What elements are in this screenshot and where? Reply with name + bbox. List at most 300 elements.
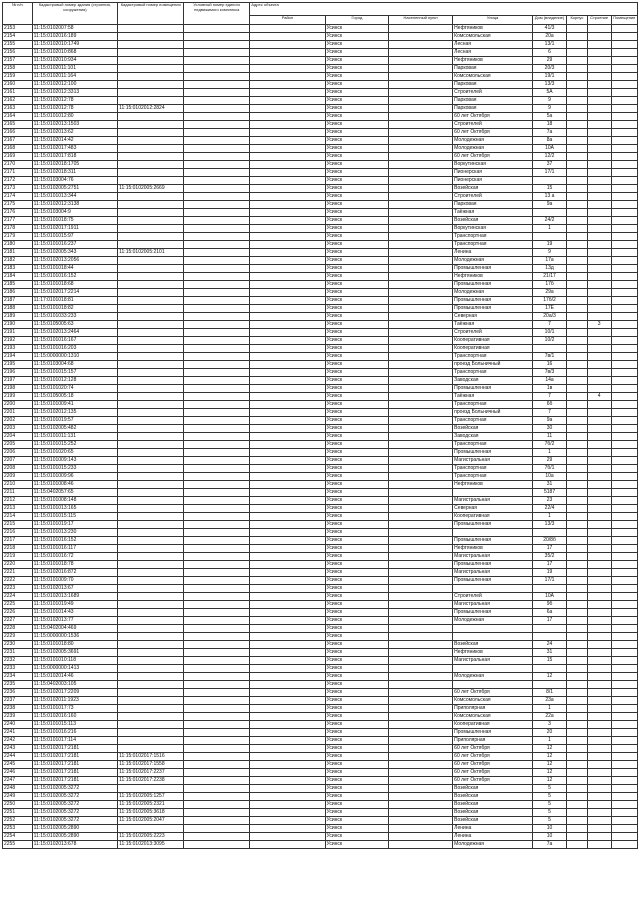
cell-settlement <box>389 217 453 225</box>
cell-row-num: 2153 <box>3 25 33 33</box>
cell-settlement <box>389 185 453 193</box>
cell-house: 1в <box>532 385 566 393</box>
cell-building <box>567 721 588 729</box>
cell-conditional-number <box>184 393 250 401</box>
cell-city: Усинск <box>325 769 389 777</box>
cell-settlement <box>389 273 453 281</box>
cell-settlement <box>389 537 453 545</box>
cell-row-num: 2193 <box>3 345 33 353</box>
cell-city: Усинск <box>325 97 389 105</box>
cell-row-num: 2228 <box>3 625 33 633</box>
cell-conditional-number <box>184 417 250 425</box>
cell-city: Усинск <box>325 489 389 497</box>
cell-street: Молодежная <box>453 257 533 265</box>
cell-settlement <box>389 89 453 97</box>
cell-building <box>567 97 588 105</box>
cell-room <box>611 449 637 457</box>
cell-street: Магистральная <box>453 457 533 465</box>
cell-cadastral-room <box>118 633 184 641</box>
table-row <box>3 705 638 713</box>
cell-building <box>567 281 588 289</box>
cell-conditional-number <box>184 465 250 473</box>
table-row <box>3 729 638 737</box>
cell-cadastral-room <box>118 81 184 89</box>
table-row <box>3 361 638 369</box>
cell-room <box>611 521 637 529</box>
cell-settlement <box>389 633 453 641</box>
cell-building <box>567 497 588 505</box>
cell-row-num: 2210 <box>3 481 33 489</box>
cell-structure <box>587 33 611 41</box>
cell-cadastral-room <box>118 689 184 697</box>
cell-room <box>611 337 637 345</box>
cell-building <box>567 153 588 161</box>
cell-row-num: 2201 <box>3 409 33 417</box>
cell-row-num: 2203 <box>3 425 33 433</box>
cell-cadastral-building: 11:15:0102010:934 <box>32 57 117 65</box>
cell-conditional-number <box>184 625 250 633</box>
cell-structure <box>587 121 611 129</box>
cell-house: 3 <box>532 721 566 729</box>
table-row <box>3 649 638 657</box>
table-row <box>3 761 638 769</box>
cell-room <box>611 745 637 753</box>
cell-building <box>567 417 588 425</box>
header-address: Адрес объекта <box>250 3 638 16</box>
table-row <box>3 313 638 321</box>
cell-building <box>567 801 588 809</box>
cell-row-num: 2225 <box>3 601 33 609</box>
cell-cadastral-building: 11:15:0102014:42 <box>32 137 117 145</box>
cell-building <box>567 657 588 665</box>
table-row <box>3 697 638 705</box>
table-row <box>3 481 638 489</box>
table-row <box>3 409 638 417</box>
cell-house: 22/4 <box>532 505 566 513</box>
cell-street: Заводская <box>453 377 533 385</box>
table-row <box>3 289 638 297</box>
cell-row-num: 2158 <box>3 65 33 73</box>
cell-structure <box>587 537 611 545</box>
cell-house: 9 <box>532 97 566 105</box>
table-row <box>3 473 638 481</box>
cell-city: Усинск <box>325 265 389 273</box>
cell-structure <box>587 505 611 513</box>
cell-conditional-number <box>184 241 250 249</box>
cell-house <box>532 209 566 217</box>
cell-city: Усинск <box>325 609 389 617</box>
cell-settlement <box>389 585 453 593</box>
cell-cadastral-building: 11:15:0101018:80 <box>32 641 117 649</box>
cell-city: Усинск <box>325 329 389 337</box>
cell-street: Молодежная <box>453 145 533 153</box>
cell-house <box>532 633 566 641</box>
cell-street: Кооперативная <box>453 721 533 729</box>
cell-region <box>250 273 325 281</box>
cell-structure <box>587 153 611 161</box>
cell-cadastral-building: 11:15:0102012:78 <box>32 97 117 105</box>
cell-building <box>567 585 588 593</box>
cell-street: Строителей <box>453 89 533 97</box>
cell-structure <box>587 825 611 833</box>
table-row <box>3 593 638 601</box>
cell-house: 12/2 <box>532 153 566 161</box>
cell-building <box>567 169 588 177</box>
cell-row-num: 2221 <box>3 569 33 577</box>
cell-region <box>250 721 325 729</box>
cell-building <box>567 193 588 201</box>
cell-row-num: 2183 <box>3 265 33 273</box>
cell-house: 10А <box>532 145 566 153</box>
cell-city: Усинск <box>325 529 389 537</box>
table-row <box>3 337 638 345</box>
cell-region <box>250 217 325 225</box>
cell-conditional-number <box>184 345 250 353</box>
cell-settlement <box>389 105 453 113</box>
cell-structure <box>587 753 611 761</box>
cell-cadastral-building: 11:15:0102013:67 <box>32 585 117 593</box>
cell-street: 60 лет Октября <box>453 129 533 137</box>
cell-conditional-number <box>184 233 250 241</box>
cell-cadastral-building: 11:15:0101016:117 <box>32 545 117 553</box>
cell-structure <box>587 25 611 33</box>
cell-city: Усинск <box>325 841 389 849</box>
cell-conditional-number <box>184 505 250 513</box>
cell-building <box>567 737 588 745</box>
cell-conditional-number <box>184 105 250 113</box>
cell-cadastral-building: 11:15:0101015:252 <box>32 441 117 449</box>
cell-room <box>611 793 637 801</box>
cell-structure <box>587 409 611 417</box>
cell-building <box>567 65 588 73</box>
cell-cadastral-room <box>118 825 184 833</box>
cell-structure <box>587 529 611 537</box>
cell-house: 15 <box>532 657 566 665</box>
cell-row-num: 2161 <box>3 89 33 97</box>
cell-settlement <box>389 121 453 129</box>
cell-region <box>250 761 325 769</box>
cell-street <box>453 625 533 633</box>
cell-structure <box>587 369 611 377</box>
cell-cadastral-room <box>118 609 184 617</box>
cell-conditional-number <box>184 121 250 129</box>
cell-cadastral-room <box>118 233 184 241</box>
cell-cadastral-building: 11:15:0102013:2056 <box>32 257 117 265</box>
table-row <box>3 825 638 833</box>
cell-house: 23 <box>532 497 566 505</box>
cell-conditional-number <box>184 49 250 57</box>
table-row <box>3 33 638 41</box>
cell-region <box>250 665 325 673</box>
cell-city: Усинск <box>325 713 389 721</box>
table-row <box>3 601 638 609</box>
cell-settlement <box>389 529 453 537</box>
cell-room <box>611 705 637 713</box>
cell-structure <box>587 353 611 361</box>
cell-room <box>611 265 637 273</box>
cell-house: 9а <box>532 201 566 209</box>
cell-row-num: 2186 <box>3 289 33 297</box>
cell-building <box>567 545 588 553</box>
cell-house: 5А <box>532 89 566 97</box>
cell-cadastral-room <box>118 145 184 153</box>
cell-cadastral-building: 11:15:0101019:57 <box>32 417 117 425</box>
cell-room <box>611 129 637 137</box>
cell-room <box>611 785 637 793</box>
cell-room <box>611 433 637 441</box>
cell-conditional-number <box>184 169 250 177</box>
cell-row-num: 2211 <box>3 489 33 497</box>
table-row <box>3 97 638 105</box>
cell-row-num: 2247 <box>3 777 33 785</box>
cell-structure <box>587 305 611 313</box>
cell-region <box>250 441 325 449</box>
cell-building <box>567 777 588 785</box>
table-row <box>3 185 638 193</box>
cell-conditional-number <box>184 673 250 681</box>
cell-cadastral-building: 11:15:0102007:58 <box>32 25 117 33</box>
cell-street: Промышленная <box>453 521 533 529</box>
cell-structure <box>587 745 611 753</box>
cell-city: Усинск <box>325 505 389 513</box>
cell-cadastral-room <box>118 737 184 745</box>
cell-street: Строителей <box>453 593 533 601</box>
cell-city: Усинск <box>325 305 389 313</box>
cell-street: Магистральная <box>453 553 533 561</box>
table-row <box>3 49 638 57</box>
cell-building <box>567 81 588 89</box>
cell-house: 1 <box>532 449 566 457</box>
table-row <box>3 809 638 817</box>
cell-house: 19/1 <box>532 73 566 81</box>
cell-building <box>567 273 588 281</box>
table-row <box>3 609 638 617</box>
cell-cadastral-room <box>118 665 184 673</box>
cell-cadastral-building: 11:15:0000000:1536 <box>32 633 117 641</box>
cell-structure <box>587 641 611 649</box>
cell-row-num: 2255 <box>3 841 33 849</box>
cell-conditional-number <box>184 617 250 625</box>
cell-region <box>250 313 325 321</box>
cell-room <box>611 401 637 409</box>
cell-cadastral-room <box>118 657 184 665</box>
cell-cadastral-room <box>118 489 184 497</box>
cell-street: проезд Больничный <box>453 361 533 369</box>
cell-house: 31 <box>532 649 566 657</box>
cell-street <box>453 585 533 593</box>
cell-city: Усинск <box>325 553 389 561</box>
cell-region <box>250 105 325 113</box>
cell-cadastral-room <box>118 537 184 545</box>
cell-row-num: 2223 <box>3 585 33 593</box>
cell-house: 12 <box>532 673 566 681</box>
cell-cadastral-building: 11:15:0101009:41 <box>32 401 117 409</box>
cell-room <box>611 137 637 145</box>
cell-cadastral-room <box>118 409 184 417</box>
cell-room <box>611 585 637 593</box>
cell-street <box>453 489 533 497</box>
cell-house: 17/1 <box>532 169 566 177</box>
cell-street: Возейская <box>453 641 533 649</box>
cell-conditional-number <box>184 153 250 161</box>
cell-region <box>250 169 325 177</box>
cell-settlement <box>389 817 453 825</box>
cell-building <box>567 649 588 657</box>
cell-row-num: 2232 <box>3 657 33 665</box>
cell-structure <box>587 97 611 105</box>
cell-conditional-number <box>184 113 250 121</box>
table-row <box>3 465 638 473</box>
cell-house: 5 <box>532 793 566 801</box>
cell-settlement <box>389 809 453 817</box>
cell-settlement <box>389 57 453 65</box>
table-row <box>3 561 638 569</box>
cell-row-num: 2162 <box>3 97 33 105</box>
cell-region <box>250 25 325 33</box>
cell-row-num: 2234 <box>3 673 33 681</box>
cell-room <box>611 529 637 537</box>
cell-structure <box>587 297 611 305</box>
cell-region <box>250 593 325 601</box>
cell-city: Усинск <box>325 233 389 241</box>
cell-house: 10 <box>532 825 566 833</box>
cell-street: Парковая <box>453 65 533 73</box>
cell-city: Усинск <box>325 321 389 329</box>
cell-house: 24 <box>532 641 566 649</box>
cell-settlement <box>389 25 453 33</box>
cell-region <box>250 65 325 73</box>
cell-building <box>567 249 588 257</box>
cell-cadastral-room <box>118 465 184 473</box>
cell-cadastral-building: 11:15:0102005:2890 <box>32 825 117 833</box>
cell-street: Транспортная <box>453 369 533 377</box>
cell-row-num: 2167 <box>3 137 33 145</box>
cell-street: Парковая <box>453 105 533 113</box>
cell-street: Возейская <box>453 817 533 825</box>
cell-row-num: 2160 <box>3 81 33 89</box>
cell-settlement <box>389 265 453 273</box>
cell-cadastral-building: 11:15:0101033:233 <box>32 313 117 321</box>
cell-house: 19 <box>532 241 566 249</box>
cell-region <box>250 97 325 105</box>
header-room: Помещение <box>611 16 637 25</box>
cell-row-num: 2252 <box>3 817 33 825</box>
cell-structure <box>587 361 611 369</box>
cell-house: 7б/2 <box>532 441 566 449</box>
cell-city: Усинск <box>325 689 389 697</box>
cell-cadastral-building: 11:15:0105005:63 <box>32 321 117 329</box>
cell-house: 12 <box>532 745 566 753</box>
cell-region <box>250 705 325 713</box>
cell-street: Промышленная <box>453 305 533 313</box>
cell-cadastral-room <box>118 257 184 265</box>
cell-structure <box>587 729 611 737</box>
cell-region <box>250 113 325 121</box>
cell-cadastral-building: 11:15:0102012:3138 <box>32 201 117 209</box>
cell-street: Промышленная <box>453 281 533 289</box>
cell-city: Усинск <box>325 201 389 209</box>
cell-street: Возейская <box>453 425 533 433</box>
cell-city: Усинск <box>325 577 389 585</box>
cell-cadastral-building: 11:15:0101008:46 <box>32 481 117 489</box>
cell-city: Усинск <box>325 57 389 65</box>
cell-cadastral-room <box>118 729 184 737</box>
cell-cadastral-building: 11:15:0101017:114 <box>32 737 117 745</box>
cell-building <box>567 745 588 753</box>
cell-settlement <box>389 793 453 801</box>
cell-cadastral-room <box>118 641 184 649</box>
cell-row-num: 2224 <box>3 593 33 601</box>
cell-row-num: 2222 <box>3 577 33 585</box>
cell-structure: 3 <box>587 321 611 329</box>
cell-street: Таёжная <box>453 209 533 217</box>
registry-sheet <box>2 2 638 849</box>
cell-city: Усинск <box>325 369 389 377</box>
cell-street: Транспортная <box>453 401 533 409</box>
cell-row-num: 2226 <box>3 609 33 617</box>
cell-region <box>250 569 325 577</box>
cell-street: Приполярная <box>453 737 533 745</box>
cell-building <box>567 209 588 217</box>
cell-room <box>611 681 637 689</box>
cell-cadastral-room: 11:15:0102012:2824 <box>118 105 184 113</box>
cell-cadastral-building: 11:15:0101015:233 <box>32 465 117 473</box>
cell-building <box>567 457 588 465</box>
cell-conditional-number <box>184 825 250 833</box>
cell-building <box>567 729 588 737</box>
cell-region <box>250 353 325 361</box>
cell-cadastral-room <box>118 593 184 601</box>
cell-row-num: 2254 <box>3 833 33 841</box>
table-row <box>3 689 638 697</box>
cell-region <box>250 465 325 473</box>
cell-region <box>250 209 325 217</box>
cell-cadastral-room <box>118 681 184 689</box>
cell-structure <box>587 209 611 217</box>
cell-building <box>567 793 588 801</box>
cell-room <box>611 425 637 433</box>
table-row <box>3 745 638 753</box>
cell-structure <box>587 705 611 713</box>
cell-cadastral-room: 11:15:0102017:2237 <box>118 769 184 777</box>
table-row <box>3 137 638 145</box>
cell-region <box>250 409 325 417</box>
cell-row-num: 2154 <box>3 33 33 41</box>
cell-structure <box>587 633 611 641</box>
cell-house <box>532 681 566 689</box>
cell-settlement <box>389 625 453 633</box>
cell-cadastral-building: 11:15:0102005:2751 <box>32 185 117 193</box>
cell-room <box>611 209 637 217</box>
cell-settlement <box>389 321 453 329</box>
cell-building <box>567 73 588 81</box>
cell-room <box>611 633 637 641</box>
cell-row-num: 2205 <box>3 441 33 449</box>
cell-room <box>611 561 637 569</box>
cell-street: Транспортная <box>453 353 533 361</box>
cell-cadastral-building: 11:15:0101018:44 <box>32 265 117 273</box>
cell-cadastral-building: 11:15:0102013:1689 <box>32 593 117 601</box>
cell-region <box>250 745 325 753</box>
cell-room <box>611 329 637 337</box>
cell-structure <box>587 185 611 193</box>
cell-conditional-number <box>184 89 250 97</box>
cell-region <box>250 345 325 353</box>
cell-cadastral-room <box>118 521 184 529</box>
cell-cadastral-room <box>118 369 184 377</box>
cell-building <box>567 513 588 521</box>
cell-building <box>567 297 588 305</box>
